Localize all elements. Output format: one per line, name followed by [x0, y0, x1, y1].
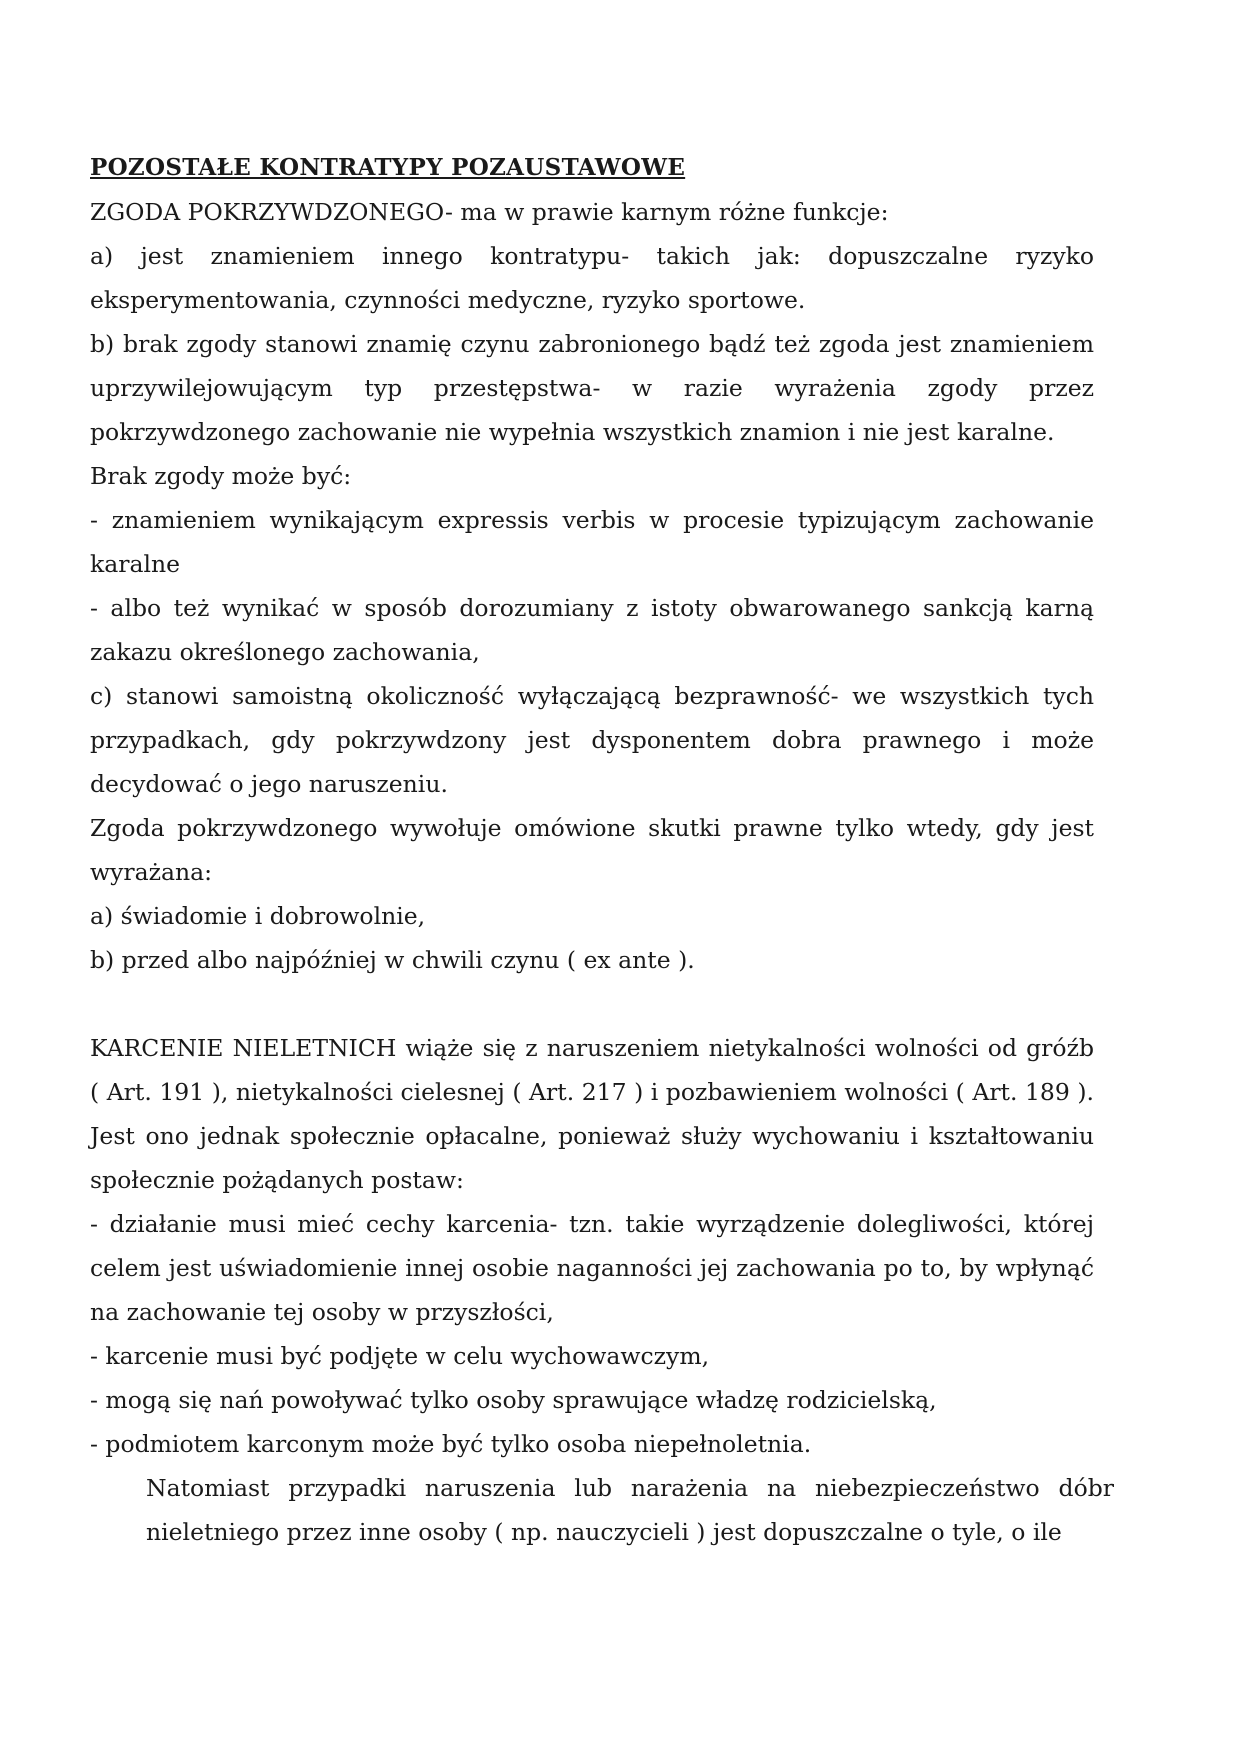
zgoda-condition-a: a) świadomie i dobrowolnie,: [90, 902, 426, 930]
karcenie-dash-3: - mogą się nań powoływać tylko osoby sprawujące władzę rodzicielską,: [90, 1386, 937, 1414]
zgoda-item-c: c) stanowi samoistną okoliczność wyłączającą bezprawność- we wszystkich tych przypadkach, gdy pokrzywdzony jest dysponentem dobra prawnego i może decydować o jego naruszeniu.: [90, 682, 1094, 798]
brak-zgody-intro: Brak zgody może być:: [90, 462, 352, 490]
karcenie-dash-4: - podmiotem karconym może być tylko osoba niepełnoletnia.: [90, 1430, 812, 1458]
document-page: [90, 146, 1114, 1554]
karcenie-dash-2: - karcenie musi być podjęte w celu wychowawczym,: [90, 1342, 710, 1370]
document-title: POZOSTAŁE KONTRATYPY POZAUSTAWOWE: [90, 154, 686, 181]
karcenie-natomiast: Natomiast przypadki naruszenia lub narażenia na niebezpieczeństwo dóbr nieletniego przez inne osoby ( np. nauczycieli ) jest dopuszczalne o tyle, o ile: [146, 1474, 1114, 1546]
brak-zgody-dash-2: - albo też wynikać w sposób dorozumiany z istoty obwarowanego sankcją karną zakazu określonego zachowania,: [90, 594, 1094, 666]
zgoda-condition-b: b) przed albo najpóźniej w chwili czynu ( ex ante ).: [90, 946, 695, 974]
zgoda-skutki: Zgoda pokrzywdzonego wywołuje omówione skutki prawne tylko wtedy, gdy jest wyrażana:: [90, 814, 1094, 886]
karcenie-dash-1: - działanie musi mieć cechy karcenia- tzn. takie wyrządzenie dolegliwości, której celem jest uświadomienie innej osobie naganności jej zachowania po to, by wpłynąć na zachowanie tej osoby w przyszłości,: [90, 1210, 1094, 1326]
karcenie-intro: KARCENIE NIELETNICH wiąże się z naruszeniem nietykalności wolności od gróźb ( Art. 191 ), nietykalności cielesnej ( Art. 217 ) i pozbawieniem wolności ( Art. 189 ). Jest ono jednak społecznie opłacalne, ponieważ służy wychowaniu i kształtowaniu społecznie pożądanych postaw:: [90, 1034, 1094, 1194]
section-spacer: [90, 982, 1094, 1026]
zgoda-item-a: a) jest znamieniem innego kontratypu- takich jak: dopuszczalne ryzyko eksperymentowania, czynności medyczne, ryzyko sportowe.: [90, 242, 1094, 314]
zgoda-intro: ZGODA POKRZYWDZONEGO- ma w prawie karnym różne funkcje:: [90, 198, 889, 226]
zgoda-item-b: b) brak zgody stanowi znamię czynu zabronionego bądź też zgoda jest znamieniem uprzywilejowującym typ przestępstwa- w razie wyrażenia zgody przez pokrzywdzonego zachowanie nie wypełnia wszystkich znamion i nie jest karalne.: [90, 330, 1094, 446]
brak-zgody-dash-1: - znamieniem wynikającym expressis verbis w procesie typizującym zachowanie karalne: [90, 506, 1094, 578]
